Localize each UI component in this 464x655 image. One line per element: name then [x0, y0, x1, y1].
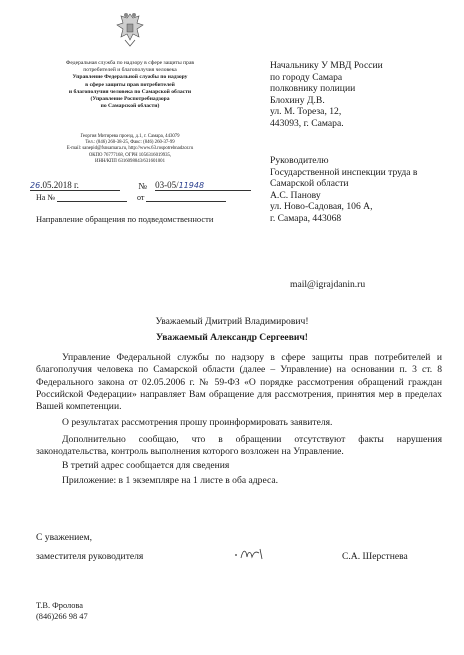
letter-body — [36, 352, 442, 487]
registration-line — [30, 180, 260, 194]
ref-label: На № — [36, 193, 55, 202]
date-handwritten: 26 — [30, 181, 41, 190]
greeting-1: Уважаемый Дмитрий Владимирович! — [155, 316, 309, 327]
recipient-block-2 — [270, 155, 450, 225]
recipient-line: А.С. Панову — [270, 189, 321, 201]
contact-line: E-mail: sanepid@fsnsamara.ru, http://www.63.rospotrebnadzor.ru — [66, 146, 194, 152]
registration-date — [30, 180, 120, 191]
recipient-line: Государственной инспекции труда в — [270, 166, 418, 178]
contact-line: ИНН/КПП 6316098843/631601001 — [95, 158, 165, 164]
date-rest: .05.2018 г. — [40, 180, 79, 190]
organization-contacts — [30, 134, 230, 165]
body-paragraph: В третий адрес сообщается для сведения — [62, 460, 230, 472]
ref-number-blank — [57, 201, 127, 202]
org-bold-line: по Самарской области) — [100, 103, 160, 110]
recipient-line: Начальнику У МВД России — [270, 60, 383, 71]
recipient-line: ул. Ново-Садовая, 106 А, — [270, 201, 373, 213]
org-line: Федеральная служба по надзору в сфере защиты прав — [65, 60, 195, 66]
contact-line: Тел.: (846) 260-38-25, Факс: (846) 260-37-99 — [85, 140, 175, 146]
signer-position: заместителя руководителя — [36, 551, 144, 562]
org-bold-line: и благополучия человека по Самарской области — [68, 88, 192, 95]
coat-of-arms-icon — [115, 10, 145, 50]
greeting-2: Уважаемый Александр Сергеевич! — [155, 332, 309, 343]
closing-phrase: С уважением, — [36, 532, 93, 543]
executor-name: Т.В. Фролова — [36, 601, 83, 610]
contact-line: ОКПО 76777168, ОГРН 1056316019935, — [88, 152, 172, 158]
number-prefix: 03-05/ — [155, 180, 179, 190]
body-paragraph: Дополнительно сообщаю, что в обращении отсутствуют факты нарушения законодательства, контроль выполнения которого возложен на Управление. — [36, 433, 442, 458]
org-bold-line: Управление Федеральной службы по надзору — [72, 74, 188, 81]
recipient-line: 443093, г. Самара. — [270, 117, 344, 129]
signer-name: С.А. Шерстнева — [342, 551, 408, 562]
number-label: № — [138, 181, 147, 191]
subject-line: Направление обращения по подведомственности — [36, 214, 214, 224]
recipient-line: Руководителю — [270, 155, 329, 166]
recipient-line: полковнику полиции — [270, 83, 356, 95]
recipient-line: по городу Самара — [270, 71, 343, 83]
body-paragraph: О результатах рассмотрения прошу проинформировать заявителя. — [62, 417, 333, 429]
recipient-line: ул. М. Тореза, 12, — [270, 106, 342, 118]
registration-number — [155, 180, 251, 191]
reference-line — [36, 193, 266, 207]
body-paragraph: Управление Федеральной службы по надзору в сфере защиты прав потребителей и благополучия человека по Самарской области (далее – Управление) на основании п. 3 ст. 8 Федерального закона от 02.05.2006 г. № 59-ФЗ «О порядке рассмотрения обращений граждан Российской Федерации» направляет Вам обращение для рассмотрения, принятия мер в пределах Вашей компетенции. — [36, 352, 442, 413]
body-paragraph: Приложение: в 1 экземпляре на 1 листе в оба адреса. — [62, 474, 278, 486]
email-address: mail@igrajdanin.ru — [290, 279, 366, 290]
ref-date-blank — [146, 201, 226, 202]
executor-info — [36, 600, 88, 622]
org-bold-line: (Управление Роспотребнадзора — [90, 96, 170, 103]
handwritten-signature-icon — [233, 543, 273, 563]
executor-phone: (846)266 98 47 — [36, 612, 88, 621]
recipient-line: Блохину Д.В. — [270, 94, 325, 106]
recipient-line: г. Самара, 443068 — [270, 212, 342, 224]
number-handwritten: 11948 — [178, 181, 205, 190]
recipient-block-1 — [270, 60, 450, 130]
org-line: потребителей и благополучия человека — [83, 67, 177, 74]
organization-header — [30, 60, 230, 110]
ref-from: от — [136, 193, 145, 202]
contact-line: Георгия Митирева проезд, д.1, г. Самара, 443079 — [80, 134, 180, 139]
recipient-line: Самарской области — [270, 178, 349, 190]
org-bold-line: в сфере защиты прав потребителей — [85, 81, 175, 88]
